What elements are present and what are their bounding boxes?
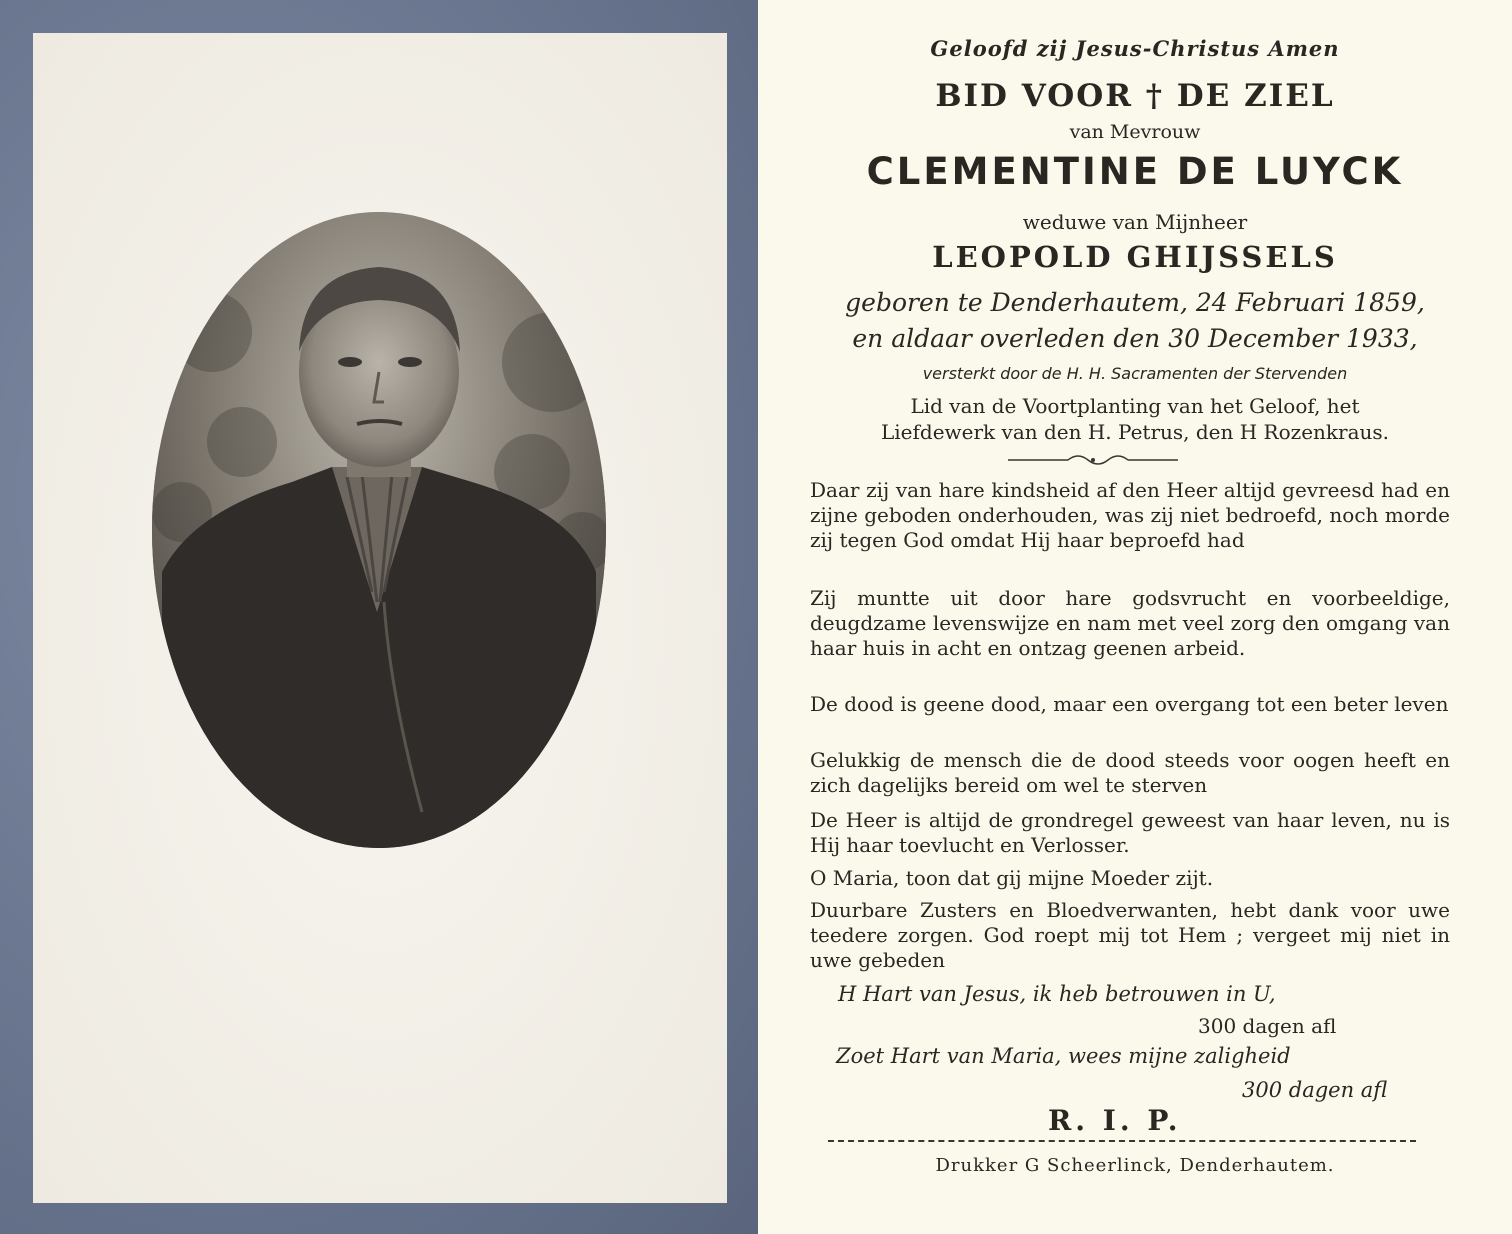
bleed-through-text: [113, 158, 653, 208]
paragraph-1: Daar zij van hare kindsheid af den Heer altijd gevreesd had en zijne geboden onderhouden, was zij niet bedroefd, noch morde zij tegen God omdat Hij haar beproefd had: [810, 478, 1450, 552]
sacraments-line: versterkt door de H. H. Sacramenten der Stervenden: [922, 364, 1348, 383]
rip: R. I. P.: [1048, 1104, 1182, 1137]
widow-of: weduwe van Mijnheer: [1022, 210, 1248, 234]
membership-line-2: Liefdewerk van den H. Petrus, den H Rozenkraus.: [880, 420, 1390, 444]
prayer-heart-of-mary: Zoet Hart van Maria, wees mijne zaligheid: [836, 1044, 1291, 1068]
paragraph-2: Zij muntte uit door hare godsvrucht en voorbeeldige, deugdzame levenswijze en nam met veel zorg den omgang van haar huis in acht en ontzag geenen arbeid.: [810, 586, 1450, 660]
printer-credit: Drukker G Scheerlinck, Denderhautem.: [935, 1155, 1335, 1176]
ornament-divider-icon: [1008, 452, 1178, 468]
paragraph-4: Gelukkig de mensch die de dood steeds voor oogen heeft en zich dagelijks bereid om wel te sterven: [810, 748, 1450, 797]
portrait-icon: [152, 212, 606, 848]
deceased-name: CLEMENTINE DE LUYCK: [866, 150, 1404, 193]
paragraph-6: O Maria, toon dat gij mijne Moeder zijt.: [810, 866, 1214, 890]
paragraph-3: De dood is geene dood, maar een overgang tot een beter leven: [810, 692, 1449, 716]
birth-line: geboren te Denderhautem, 24 Februari 1859,: [845, 288, 1425, 317]
portrait-photo: [152, 212, 606, 848]
paragraph-7: Duurbare Zusters en Bloedverwanten, hebt dank voor uwe teedere zorgen. God roept mij tot Hem ; vergeet mij niet in uwe gebeden: [810, 898, 1450, 972]
memorial-card-text: [758, 0, 1512, 1234]
indulgence-1: 300 dagen afl: [1198, 1014, 1337, 1038]
paragraph-5: De Heer is altijd de grondregel geweest van haar leven, nu is Hij haar toevlucht en Verlosser.: [810, 808, 1450, 857]
dotted-divider: [828, 1140, 1416, 1142]
prayer-heading-right: DE ZIEL: [1176, 78, 1335, 114]
prayer-sacred-heart: H Hart van Jesus, ik heb betrouwen in U,: [838, 982, 1276, 1006]
prayer-heading: [758, 78, 1512, 114]
prayer-heading-left: BID VOOR: [935, 78, 1133, 114]
opening-invocation: Geloofd zij Jesus-Christus Amen: [930, 36, 1340, 61]
death-line: en aldaar overleden den 30 December 1933,: [852, 324, 1418, 353]
indulgence-2: 300 dagen afl: [1242, 1078, 1388, 1102]
van-mevrouw: van Mevrouw: [1069, 121, 1201, 143]
cross-icon: †: [1145, 78, 1164, 114]
husband-name: LEOPOLD GHIJSSELS: [932, 240, 1338, 274]
membership-line-1: Lid van de Voortplanting van het Geloof, het: [910, 394, 1360, 418]
